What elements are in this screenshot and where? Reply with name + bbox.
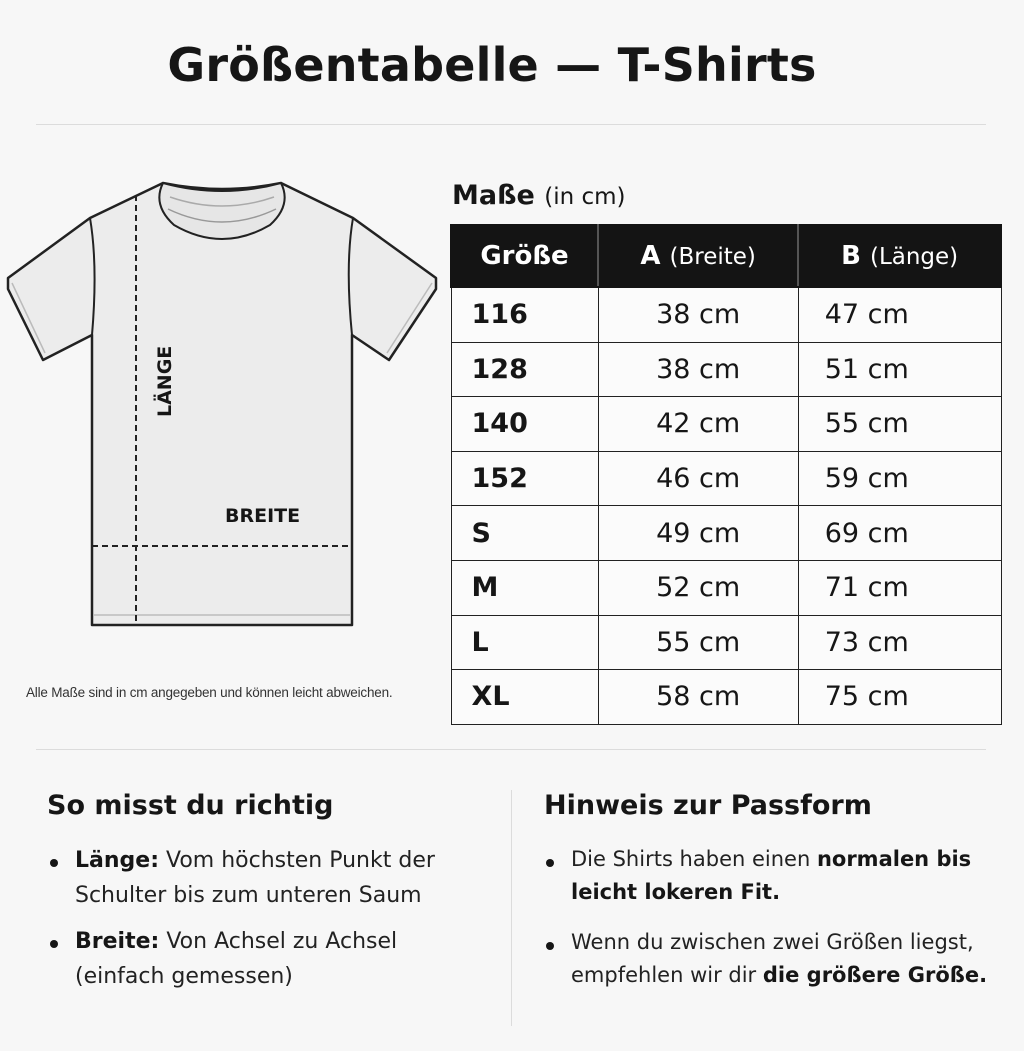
fit-section-title: Hinweis zur Passform [544, 790, 872, 821]
width-label: BREITE [225, 505, 301, 527]
table-row: 128 38 cm 51 cm [451, 342, 1001, 397]
table-row: S 49 cm 69 cm [451, 506, 1001, 561]
list-item: Die Shirts haben einen normalen bis leicht lokeren Fit. [543, 843, 993, 909]
measure-list [47, 843, 467, 1005]
table-row: M 52 cm 71 cm [451, 560, 1001, 615]
size-table [450, 224, 1002, 725]
fit-list [543, 843, 993, 1009]
divider-top [36, 124, 986, 125]
table-row: L 55 cm 73 cm [451, 615, 1001, 670]
page-title: Größentabelle — T-Shirts [167, 38, 817, 92]
list-item: Länge: Vom höchsten Punkt der Schulter bis zum unteren Saum [47, 843, 467, 913]
divider-middle [36, 749, 986, 750]
col-size-header: Größe [451, 225, 598, 287]
tshirt-diagram [0, 175, 445, 635]
table-row: XL 58 cm 75 cm [451, 670, 1001, 725]
tshirt-outline [8, 183, 436, 625]
table-row: 140 42 cm 55 cm [451, 397, 1001, 452]
table-header-row [451, 225, 1001, 287]
list-item: Wenn du zwischen zwei Größen liegst, empfehlen wir dir die größere Größe. [543, 926, 993, 992]
divider-vertical [511, 790, 512, 1026]
measure-section-title: So misst du richtig [47, 790, 334, 821]
measurement-note: Alle Maße sind in cm angegeben und können leicht abweichen. [26, 685, 393, 700]
col-a-header: A (Breite) [598, 225, 798, 287]
table-heading: Maße (in cm) [452, 180, 626, 211]
list-item: Breite: Von Achsel zu Achsel (einfach gemessen) [47, 924, 467, 994]
table-row: 116 38 cm 47 cm [451, 287, 1001, 342]
table-row: 152 46 cm 59 cm [451, 451, 1001, 506]
col-b-header: B (Länge) [798, 225, 1001, 287]
length-label: LÄNGE [154, 345, 176, 417]
